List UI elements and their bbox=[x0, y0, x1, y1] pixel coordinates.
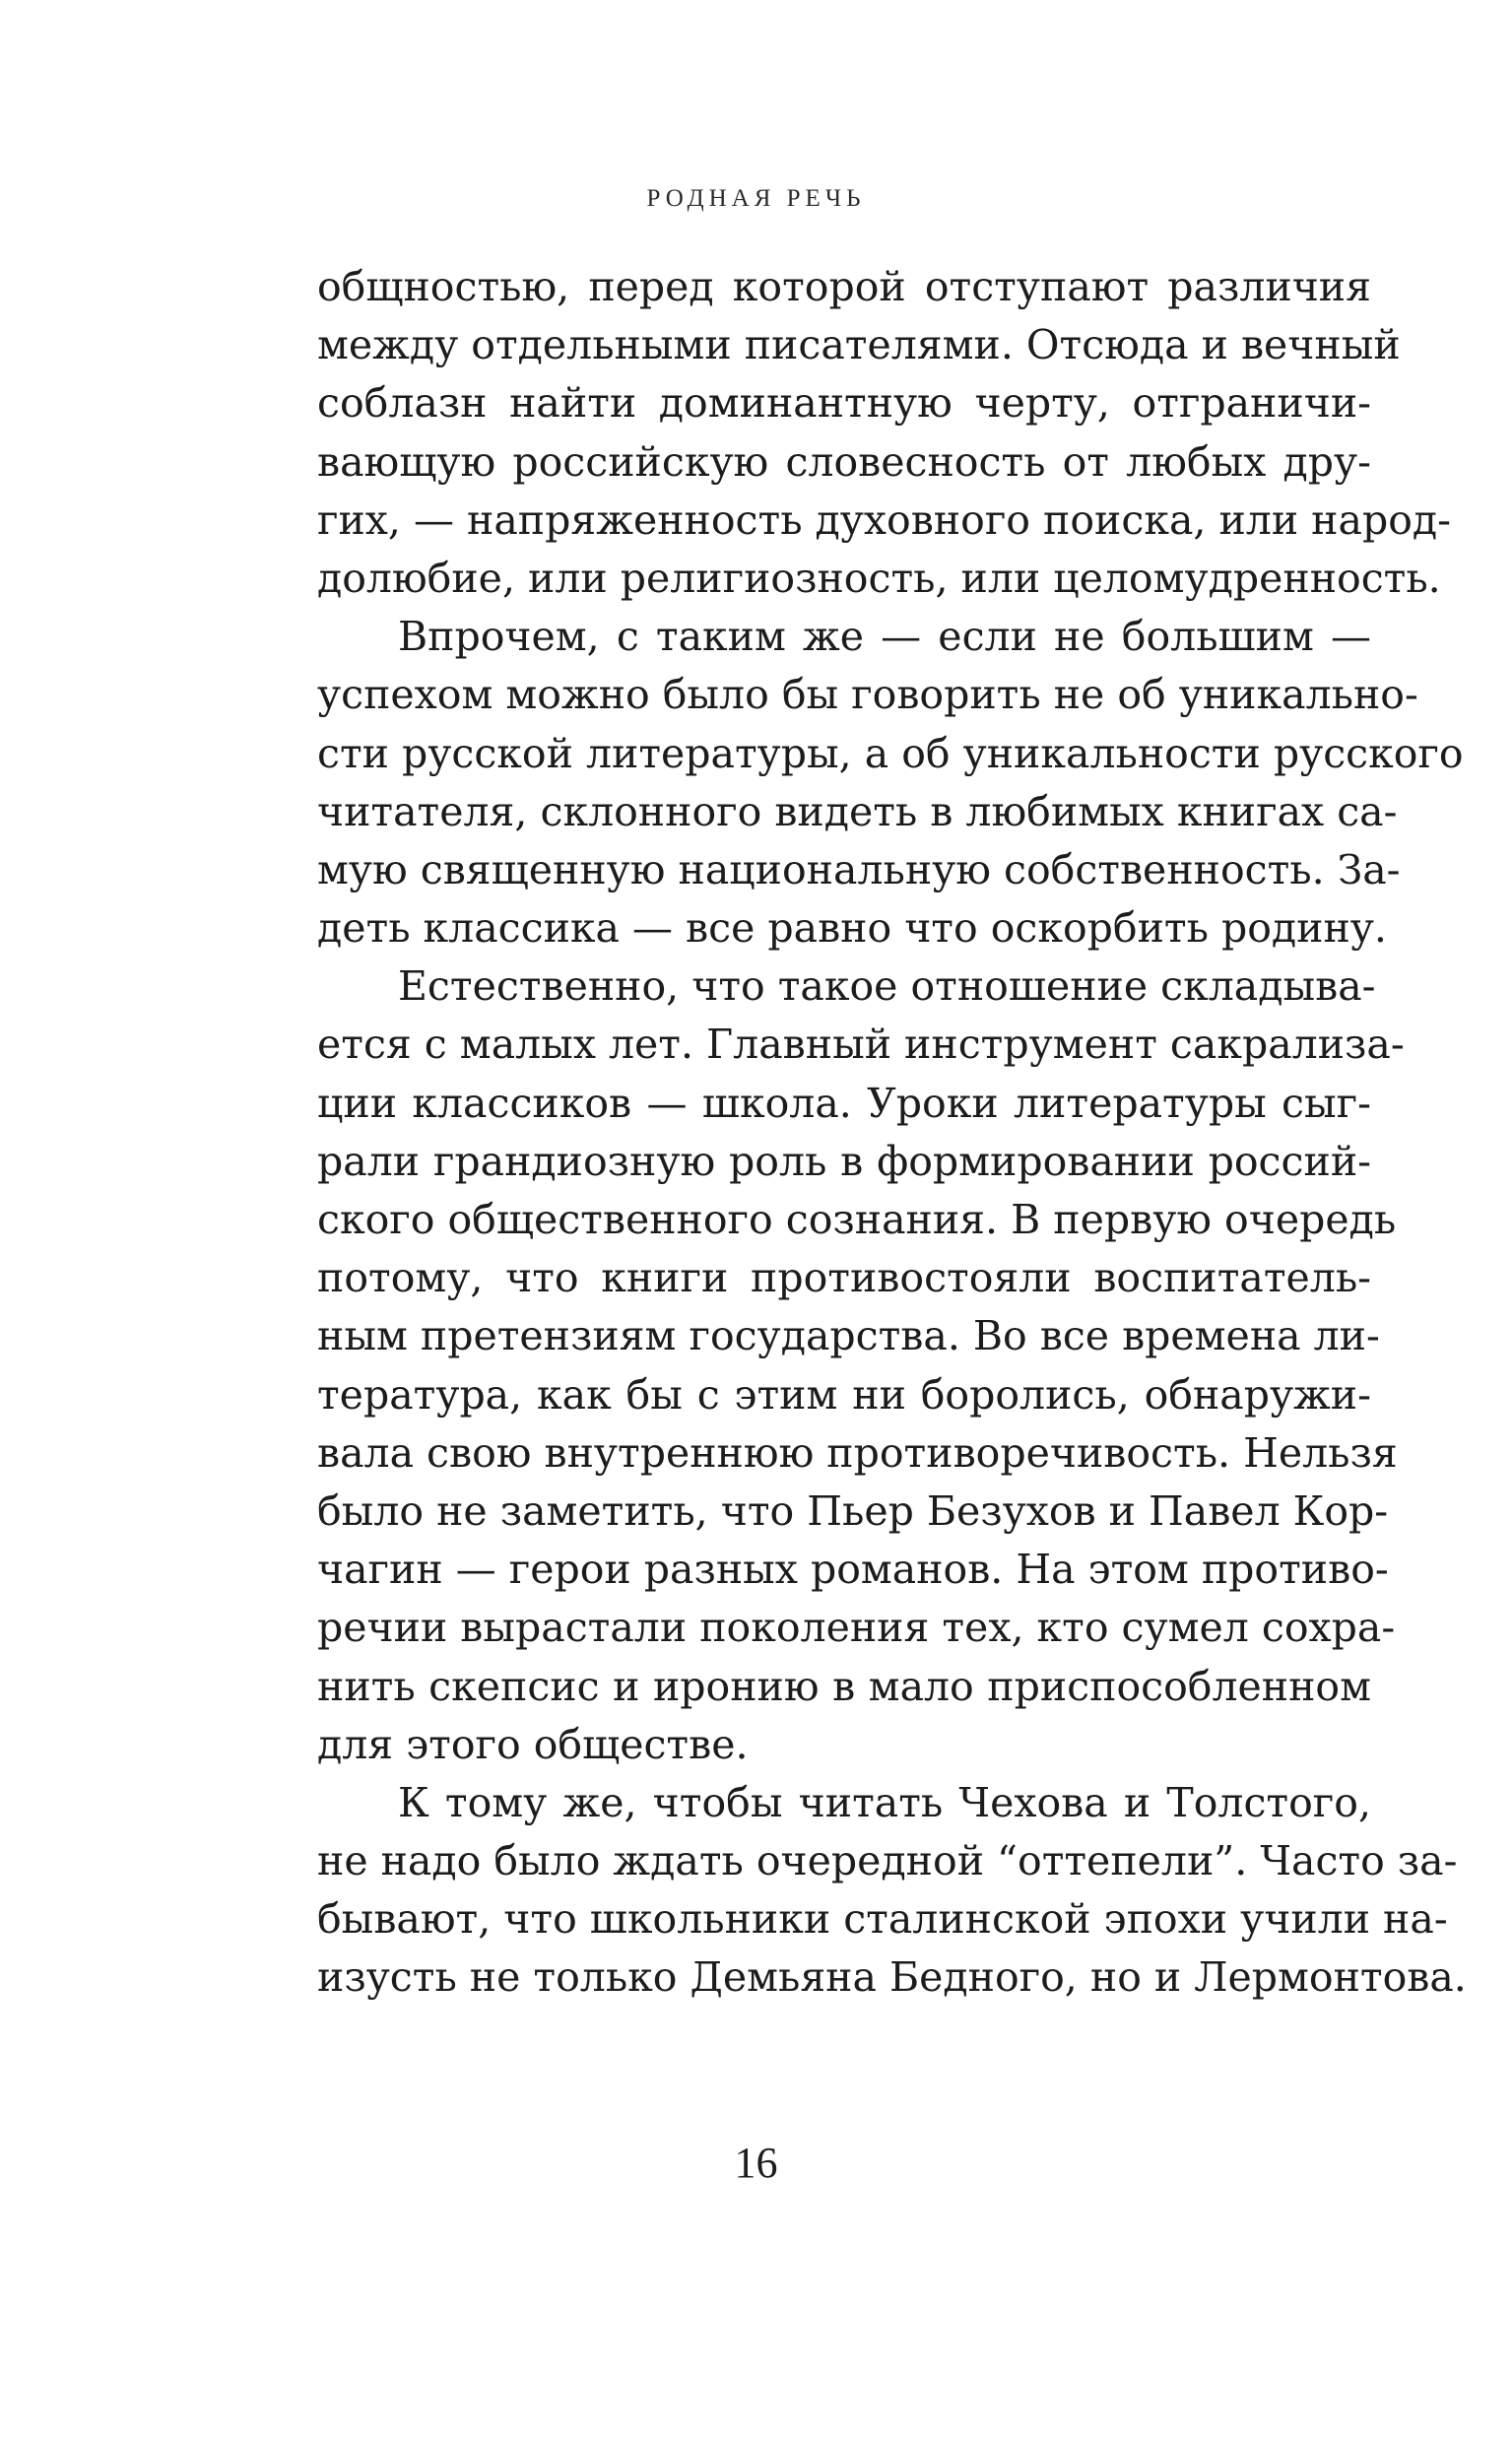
text-line: речии вырастали поколения тех, кто сумел сохра- bbox=[317, 1604, 1396, 1652]
text-line: сти русской литературы, а об уникальности русского bbox=[317, 729, 1464, 777]
text-line: тература, как бы с этим ни боролись, обнаружи- bbox=[317, 1370, 1371, 1419]
text-line: между отдельными писателями. Отсюда и вечный bbox=[317, 321, 1401, 369]
text-line: деть классика — все равно что оскорбить родину. bbox=[317, 904, 1387, 953]
text-line: ции классиков — школа. Уроки литературы сыг- bbox=[317, 1079, 1371, 1127]
text-line: вающую российскую словесность от любых дру- bbox=[317, 437, 1371, 486]
text-line: не надо было ждать очередной “оттепели”. Часто за- bbox=[317, 1837, 1458, 1885]
text-line: ется с малых лет. Главный инструмент сакрализа- bbox=[317, 1021, 1405, 1069]
text-line: общностью, перед которой отступают различия bbox=[317, 263, 1371, 310]
text-line: ным претензиям государства. Во все времена ли- bbox=[317, 1312, 1380, 1360]
text-line: К тому же, чтобы читать Чехова и Толстого, bbox=[398, 1778, 1371, 1826]
text-line: соблазн найти доминантную черту, отграничи- bbox=[317, 379, 1371, 428]
text-line: гих, — напряженность духовного поиска, или народ- bbox=[317, 495, 1451, 544]
text-line: успехом можно было бы говорить не об уникально- bbox=[317, 671, 1418, 719]
running-head: РОДНАЯ РЕЧЬ bbox=[646, 185, 866, 212]
page-number: 16 bbox=[734, 2139, 778, 2187]
text-line: изусть не только Демьяна Бедного, но и Лермонтова. bbox=[317, 1953, 1467, 2002]
text-line: мую священную национальную собственность. За- bbox=[317, 845, 1401, 893]
body-text bbox=[317, 258, 1467, 2008]
text-line: было не заметить, что Пьер Безухов и Павел Кор- bbox=[317, 1486, 1389, 1535]
text-line: рали грандиозную роль в формировании россий- bbox=[317, 1137, 1371, 1185]
text-line: читателя, склонного видеть в любимых книгах са- bbox=[317, 787, 1398, 835]
text-line: нить скепсис и иронию в мало приспособленном bbox=[317, 1662, 1371, 1710]
text-line: для этого обществе. bbox=[317, 1720, 749, 1768]
text-line: долюбие, или религиозность, или целомудренность. bbox=[317, 554, 1441, 602]
text-line: ского общественного сознания. В первую очередь bbox=[317, 1196, 1397, 1243]
text-line: вала свою внутреннюю противоречивость. Нельзя bbox=[317, 1428, 1398, 1477]
text-line: Впрочем, с таким же — если не большим — bbox=[398, 613, 1371, 661]
text-line: Естественно, что такое отношение складыва- bbox=[398, 962, 1376, 1011]
text-line: потому, что книги противостояли воспитатель- bbox=[317, 1254, 1371, 1302]
text-line: чагин — герои разных романов. На этом противо- bbox=[317, 1546, 1389, 1594]
text-line: бывают, что школьники сталинской эпохи учили на- bbox=[317, 1895, 1448, 1944]
